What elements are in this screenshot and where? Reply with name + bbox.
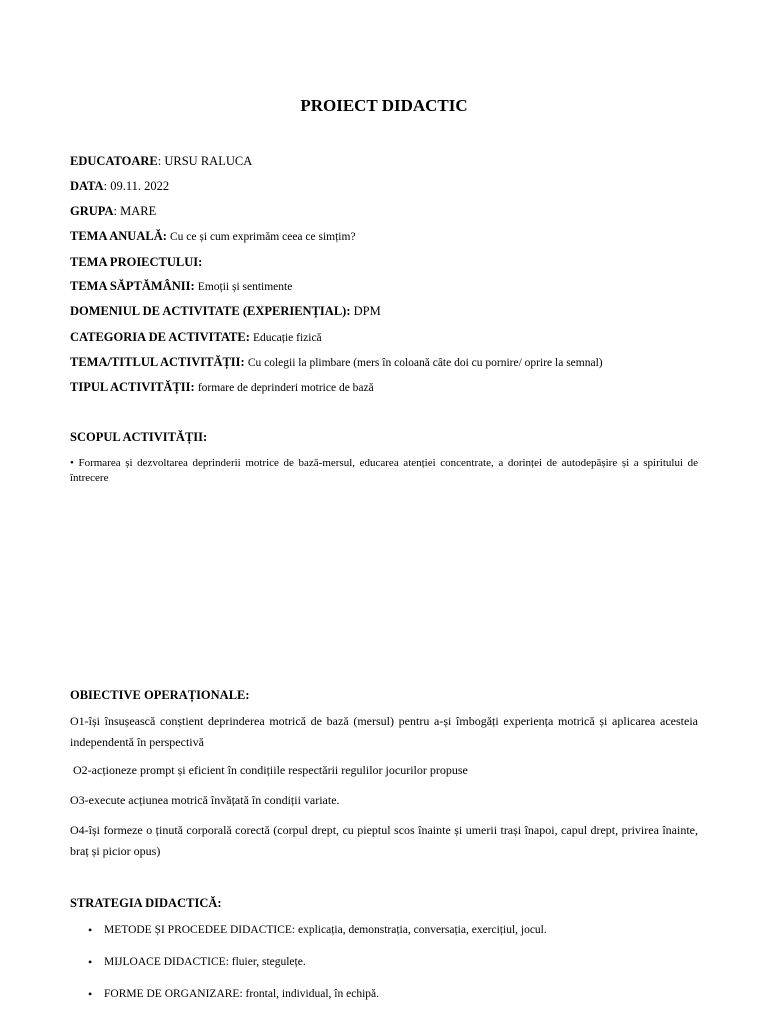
field-separator: : — [113, 204, 121, 218]
field-value: URSU RALUCA — [164, 154, 253, 168]
list-item — [70, 952, 710, 984]
list-item — [70, 984, 710, 1016]
field-label: TEMA SĂPTĂMÂNII: — [70, 279, 195, 293]
scope-heading: SCOPUL ACTIVITĂȚII: — [70, 430, 208, 444]
field-value: 09.11. 2022 — [110, 179, 170, 193]
strategy-item-text: FORME DE ORGANIZARE: frontal, individual, în echipă. — [104, 988, 380, 1000]
field-label: GRUPA — [70, 204, 114, 218]
field-value: formare de deprinderi motrice de bază — [197, 382, 374, 394]
field-value: Educație fizică — [253, 332, 322, 344]
field-data — [70, 179, 169, 194]
field-tipul — [70, 380, 374, 395]
field-educatoare — [70, 154, 252, 169]
document-title: PROIECT DIDACTIC — [300, 96, 468, 115]
objective-item-1: O1-își însușească conștient deprinderea motrică de bază (mersul) pentru a-și îmbogăți experiența motrică și aplicarea acesteia independentă în perspectivă — [70, 714, 698, 749]
field-value: MARE — [120, 204, 157, 218]
field-value: Emoții și sentimente — [197, 281, 293, 293]
field-label: EDUCATOARE — [70, 154, 158, 168]
field-label: TEMA ANUALĂ: — [70, 229, 167, 243]
strategy-list — [70, 920, 710, 1016]
list-item — [70, 920, 710, 952]
field-label: TEMA PROIECTULUI: — [70, 255, 203, 269]
field-tema-proiectului — [70, 255, 202, 270]
bullet-icon: • — [88, 955, 93, 969]
field-domeniul — [70, 304, 381, 319]
field-value: Cu colegii la plimbare (mers în coloană câte doi cu pornire/ oprire la semnal) — [247, 357, 603, 369]
field-categoria — [70, 330, 322, 345]
scope-text: • Formarea și dezvoltarea deprinderii motrice de bază-mersul, educarea atenției concentrate, a dorinței de autodepășire și a spiritului de întrecere — [70, 457, 698, 484]
strategy-item-text: MIJLOACE DIDACTICE: fluier, stegulețe. — [104, 956, 306, 968]
field-tema-saptamanii — [70, 279, 292, 294]
field-label: DATA — [70, 179, 104, 193]
objective-item-3: O3-execute acțiunea motrică învățată în condiții variate. — [70, 793, 340, 807]
field-value: DPM — [353, 304, 381, 318]
field-tema-titlul — [70, 355, 603, 370]
objective-item-4: O4-își formeze o ținută corporală corectă (corpul drept, cu pieptul scos înainte și umerii trași înapoi, capul drept, privirea înainte, braț și picior opus) — [70, 823, 698, 858]
field-label: CATEGORIA DE ACTIVITATE: — [70, 330, 250, 344]
strategy-item-text: METODE ȘI PROCEDEE DIDACTICE: explicația, demonstrația, conversația, exercițiul, jocul. — [104, 924, 547, 936]
field-label: TIPUL ACTIVITĂȚII: — [70, 380, 195, 394]
field-value: Cu ce și cum exprimăm ceea ce simțim? — [170, 231, 356, 243]
field-separator: : — [103, 179, 111, 193]
field-grupa — [70, 204, 156, 219]
field-separator: : — [157, 154, 165, 168]
bullet-icon: • — [88, 923, 93, 937]
strategy-heading: STRATEGIA DIDACTICĂ: — [70, 896, 222, 910]
field-tema-anuala — [70, 229, 356, 244]
field-label: DOMENIUL DE ACTIVITATE (EXPERIENȚIAL): — [70, 304, 351, 318]
objectives-heading: OBIECTIVE OPERAȚIONALE: — [70, 688, 250, 702]
objective-item-2: O2-acționeze prompt și eficient în condițiile respectării regulilor jocurilor propuse — [70, 763, 468, 777]
field-label: TEMA/TITLUL ACTIVITĂȚII: — [70, 355, 245, 369]
bullet-icon: • — [88, 987, 93, 1001]
